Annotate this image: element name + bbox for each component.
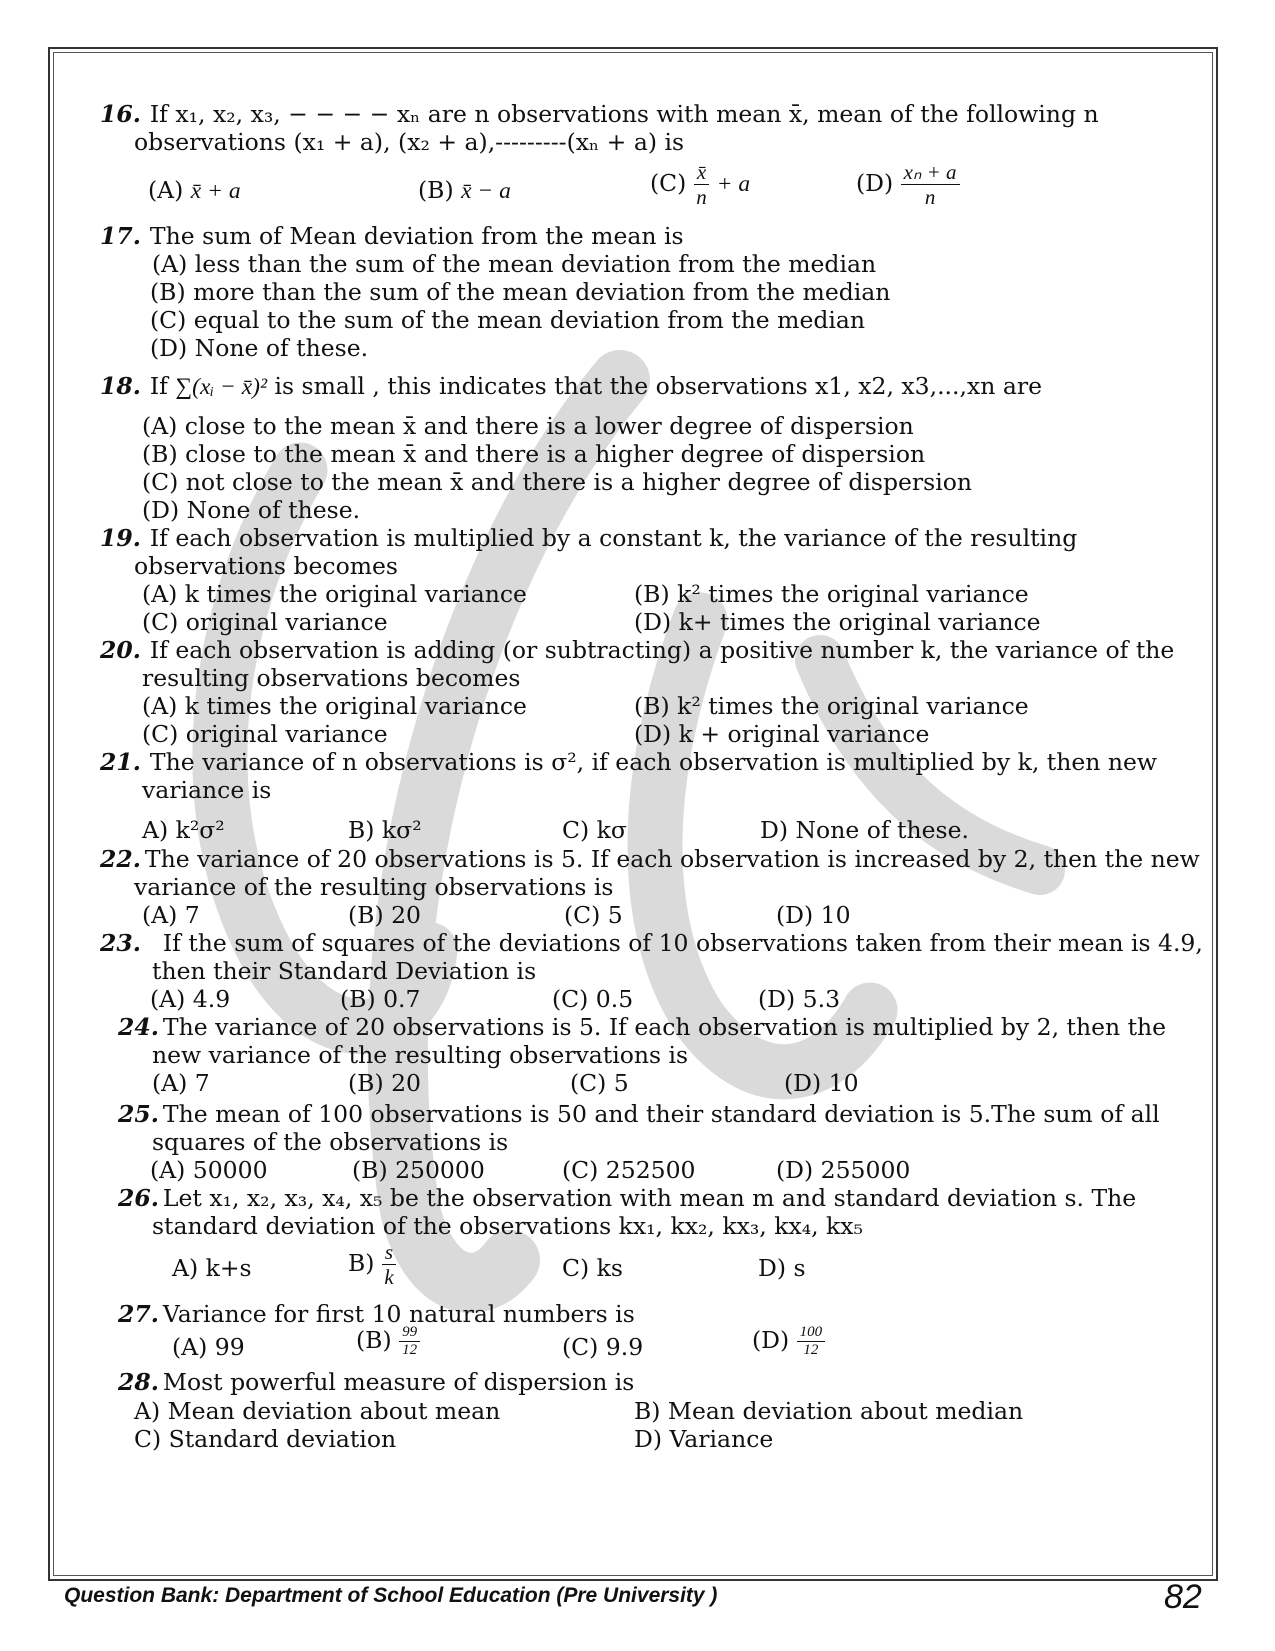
q28-option-c: C) Standard deviation (134, 1425, 397, 1453)
q21-option-a: A) k²σ² (142, 816, 225, 844)
q23-option-c: (C) 0.5 (552, 985, 634, 1013)
question-16-line2: observations (x₁ + a), (x₂ + a),---------(xₙ + a) is (134, 128, 685, 156)
question-21-line2: variance is (142, 776, 272, 804)
q21-option-b: B) kσ² (348, 816, 422, 844)
question-25: 25. The mean of 100 observations is 50 and their standard deviation is 5.The sum of all (118, 1100, 1160, 1128)
q27-option-a: (A) 99 (172, 1333, 245, 1361)
q23-option-a: (A) 4.9 (150, 985, 231, 1013)
question-19-line2: observations becomes (134, 552, 398, 580)
question-22-line2: variance of the resulting observations is (134, 873, 614, 901)
q19-option-a: (A) k times the original variance (142, 580, 527, 608)
q19-option-c: (C) original variance (142, 608, 388, 636)
page-number: 82 (1164, 1578, 1202, 1616)
question-27: 27. Variance for first 10 natural numbers is (118, 1300, 635, 1328)
q18-option-c: (C) not close to the mean x̄ and there is a higher degree of dispersion (142, 468, 973, 496)
q16-option-d: (D) $\frac{\text{xₙ + a}}{n}$ (856, 160, 960, 220)
question-19: 19. If each observation is multiplied by a constant k, the variance of the resulting (100, 524, 1078, 552)
q28-option-a: A) Mean deviation about mean (134, 1397, 501, 1425)
q25-option-c: (C) 252500 (562, 1156, 696, 1184)
q17-option-d: (D) None of these. (150, 334, 369, 362)
q22-option-c: (C) 5 (564, 901, 623, 929)
q18-option-b: (B) close to the mean x̄ and there is a higher degree of dispersion (142, 440, 926, 468)
q28-option-d: D) Variance (634, 1425, 774, 1453)
question-17: 17. The sum of Mean deviation from the mean is (100, 222, 684, 250)
footer-title: Question Bank: Department of School Education (Pre University ) (64, 1584, 718, 1607)
question-26: 26. Let x₁, x₂, x₃, x₄, x₅ be the observation with mean m and standard deviation s. The (118, 1184, 1137, 1212)
q26-option-c: C) ks (562, 1254, 623, 1282)
q16-option-b: (B) x̄ − a (418, 176, 511, 204)
q23-option-d: (D) 5.3 (758, 985, 841, 1013)
q28-option-b: B) Mean deviation about median (634, 1397, 1024, 1425)
question-23-line2: then their Standard Deviation is (152, 957, 537, 985)
q17-option-b: (B) more than the sum of the mean deviation from the median (150, 278, 891, 306)
q25-option-b: (B) 250000 (352, 1156, 485, 1184)
question-20: 20. If each observation is adding (or subtracting) a positive number k, the variance of the (100, 636, 1175, 664)
q21-option-d: D) None of these. (760, 816, 969, 844)
q26-option-b: B) $\frac{s}{k}$ (348, 1240, 396, 1296)
question-20-line2: resulting observations becomes (142, 664, 521, 692)
q16-option-c: (C) $\frac{x̄}{n}$ + a (650, 160, 751, 209)
question-22: 22. The variance of 20 observations is 5. If each observation is increased by 2, then the new (100, 845, 1200, 873)
q27-option-d: (D) $\frac{100}{12}$ (752, 1324, 825, 1370)
q24-option-b: (B) 20 (348, 1069, 421, 1097)
q20-option-d: (D) k + original variance (634, 720, 930, 748)
q22-option-d: (D) 10 (776, 901, 851, 929)
question-21: 21. The variance of n observations is σ², if each observation is multiplied by k, then new (100, 748, 1158, 776)
q25-option-d: (D) 255000 (776, 1156, 911, 1184)
q24-option-a: (A) 7 (152, 1069, 210, 1097)
q23-option-b: (B) 0.7 (340, 985, 421, 1013)
q26-option-a: A) k+s (172, 1254, 252, 1282)
q27-option-c: (C) 9.9 (562, 1333, 644, 1361)
q20-option-c: (C) original variance (142, 720, 388, 748)
q24-option-c: (C) 5 (570, 1069, 629, 1097)
q22-option-b: (B) 20 (348, 901, 421, 929)
q17-option-c: (C) equal to the sum of the mean deviation from the median (150, 306, 866, 334)
question-18: 18. If ∑(xᵢ − x̄)² is small , this indicates that the observations x1, x2, x3,...,xn are (100, 372, 1042, 400)
q20-option-a: (A) k times the original variance (142, 692, 527, 720)
question-24: 24. The variance of 20 observations is 5. If each observation is multiplied by 2, then the (118, 1013, 1167, 1041)
question-16: 16. If x₁, x₂, x₃, − − − − xₙ are n observations with mean x̄, mean of the following n (100, 100, 1099, 128)
question-23: 23. If the sum of squares of the deviations of 10 observations taken from their mean is 4.9, (100, 929, 1203, 957)
q25-option-a: (A) 50000 (150, 1156, 268, 1184)
q19-option-b: (B) k² times the original variance (634, 580, 1029, 608)
q21-option-c: C) kσ (562, 816, 627, 844)
q19-option-d: (D) k+ times the original variance (634, 608, 1041, 636)
q26-option-d: D) s (758, 1254, 806, 1282)
q24-option-d: (D) 10 (784, 1069, 859, 1097)
question-28: 28. Most powerful measure of dispersion is (118, 1368, 635, 1396)
question-24-line2: new variance of the resulting observations is (152, 1041, 689, 1069)
q17-option-a: (A) less than the sum of the mean deviation from the median (152, 250, 877, 278)
q27-option-b: (B) $\frac{99}{12}$ (356, 1324, 420, 1370)
q16-option-a: (A) x̄ + a (148, 176, 241, 204)
q18-option-d: (D) None of these. (142, 496, 361, 524)
question-25-line2: squares of the observations is (152, 1128, 509, 1156)
q22-option-a: (A) 7 (142, 901, 200, 929)
q20-option-b: (B) k² times the original variance (634, 692, 1029, 720)
question-26-line2: standard deviation of the observations kx₁, kx₂, kx₃, kx₄, kx₅ (152, 1212, 863, 1240)
q18-option-a: (A) close to the mean x̄ and there is a lower degree of dispersion (142, 412, 914, 440)
